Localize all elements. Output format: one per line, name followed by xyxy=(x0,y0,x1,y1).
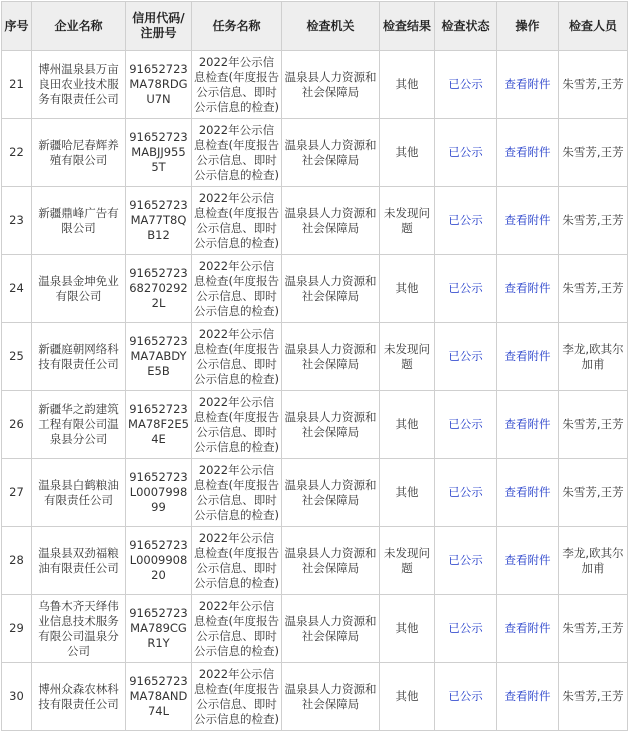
table-row xyxy=(2,51,628,119)
cell-action xyxy=(497,255,559,323)
cell-action xyxy=(497,527,559,595)
cell-code: 91652723L000799899 xyxy=(126,459,192,527)
cell-status xyxy=(435,51,497,119)
cell-result: 未发现问题 xyxy=(380,527,435,595)
status-link[interactable]: 已公示 xyxy=(448,213,483,227)
cell-status xyxy=(435,595,497,663)
cell-task: 2022年公示信息检查(年度报告公示信息、即时公示信息的检查) xyxy=(192,595,282,663)
cell-status xyxy=(435,255,497,323)
cell-action xyxy=(497,187,559,255)
col-header-result: 检查结果 xyxy=(380,2,435,51)
cell-agency: 温泉县人力资源和社会保障局 xyxy=(282,323,380,391)
status-link[interactable]: 已公示 xyxy=(448,77,483,91)
cell-status xyxy=(435,459,497,527)
cell-agency: 温泉县人力资源和社会保障局 xyxy=(282,595,380,663)
cell-result: 未发现问题 xyxy=(380,187,435,255)
col-header-inspectors: 检查人员 xyxy=(559,2,628,51)
cell-company: 新疆华之韵建筑工程有限公司温泉县分公司 xyxy=(32,391,126,459)
table-body xyxy=(2,51,628,731)
cell-code: 91652723682702922L xyxy=(126,255,192,323)
table-row xyxy=(2,255,628,323)
col-header-code: 信用代码/注册号 xyxy=(126,2,192,51)
status-link[interactable]: 已公示 xyxy=(448,349,483,363)
cell-status xyxy=(435,391,497,459)
cell-company: 温泉县白鹤粮油有限责任公司 xyxy=(32,459,126,527)
cell-agency: 温泉县人力资源和社会保障局 xyxy=(282,663,380,731)
cell-status xyxy=(435,663,497,731)
status-link[interactable]: 已公示 xyxy=(448,553,483,567)
status-link[interactable]: 已公示 xyxy=(448,417,483,431)
cell-result: 其他 xyxy=(380,119,435,187)
col-header-company: 企业名称 xyxy=(32,2,126,51)
cell-task: 2022年公示信息检查(年度报告公示信息、即时公示信息的检查) xyxy=(192,323,282,391)
cell-no: 27 xyxy=(2,459,32,527)
cell-action xyxy=(497,663,559,731)
cell-inspectors: 朱雪芳,王芳 xyxy=(559,51,628,119)
cell-inspectors: 李龙,欧其尔加甫 xyxy=(559,527,628,595)
table-row xyxy=(2,527,628,595)
cell-agency: 温泉县人力资源和社会保障局 xyxy=(282,187,380,255)
cell-inspectors: 朱雪芳,王芳 xyxy=(559,459,628,527)
view-attachment-link[interactable]: 查看附件 xyxy=(504,621,551,635)
cell-no: 30 xyxy=(2,663,32,731)
table-row xyxy=(2,663,628,731)
cell-code: 91652723MA78F2E54E xyxy=(126,391,192,459)
status-link[interactable]: 已公示 xyxy=(448,689,483,703)
cell-action xyxy=(497,323,559,391)
view-attachment-link[interactable]: 查看附件 xyxy=(504,417,551,431)
cell-company: 博州众森农林科技有限责任公司 xyxy=(32,663,126,731)
col-header-task: 任务名称 xyxy=(192,2,282,51)
col-header-status: 检查状态 xyxy=(435,2,497,51)
view-attachment-link[interactable]: 查看附件 xyxy=(504,145,551,159)
cell-no: 28 xyxy=(2,527,32,595)
view-attachment-link[interactable]: 查看附件 xyxy=(504,349,551,363)
cell-task: 2022年公示信息检查(年度报告公示信息、即时公示信息的检查) xyxy=(192,255,282,323)
cell-code: 91652723MA789CGR1Y xyxy=(126,595,192,663)
cell-company: 乌鲁木齐天绎伟业信息技术服务有限公司温泉分公司 xyxy=(32,595,126,663)
cell-inspectors: 朱雪芳,王芳 xyxy=(559,391,628,459)
table-row xyxy=(2,595,628,663)
cell-result: 其他 xyxy=(380,663,435,731)
cell-code: 91652723MA77T8QB12 xyxy=(126,187,192,255)
cell-code: 91652723MA78RDGU7N xyxy=(126,51,192,119)
cell-task: 2022年公示信息检查(年度报告公示信息、即时公示信息的检查) xyxy=(192,459,282,527)
cell-no: 23 xyxy=(2,187,32,255)
cell-no: 25 xyxy=(2,323,32,391)
cell-task: 2022年公示信息检查(年度报告公示信息、即时公示信息的检查) xyxy=(192,527,282,595)
cell-action xyxy=(497,595,559,663)
table-row xyxy=(2,187,628,255)
cell-status xyxy=(435,119,497,187)
col-header-action: 操作 xyxy=(497,2,559,51)
cell-result: 其他 xyxy=(380,51,435,119)
cell-status xyxy=(435,527,497,595)
table-row xyxy=(2,323,628,391)
cell-agency: 温泉县人力资源和社会保障局 xyxy=(282,51,380,119)
cell-agency: 温泉县人力资源和社会保障局 xyxy=(282,459,380,527)
cell-action xyxy=(497,459,559,527)
cell-action xyxy=(497,119,559,187)
cell-inspectors: 朱雪芳,王芳 xyxy=(559,255,628,323)
cell-no: 22 xyxy=(2,119,32,187)
cell-agency: 温泉县人力资源和社会保障局 xyxy=(282,527,380,595)
cell-code: 91652723L000990820 xyxy=(126,527,192,595)
cell-inspectors: 朱雪芳,王芳 xyxy=(559,595,628,663)
inspection-table xyxy=(1,1,628,731)
cell-action xyxy=(497,391,559,459)
cell-action xyxy=(497,51,559,119)
view-attachment-link[interactable]: 查看附件 xyxy=(504,77,551,91)
col-header-agency: 检查机关 xyxy=(282,2,380,51)
view-attachment-link[interactable]: 查看附件 xyxy=(504,213,551,227)
cell-task: 2022年公示信息检查(年度报告公示信息、即时公示信息的检查) xyxy=(192,663,282,731)
cell-task: 2022年公示信息检查(年度报告公示信息、即时公示信息的检查) xyxy=(192,119,282,187)
cell-task: 2022年公示信息检查(年度报告公示信息、即时公示信息的检查) xyxy=(192,187,282,255)
cell-result: 未发现问题 xyxy=(380,323,435,391)
view-attachment-link[interactable]: 查看附件 xyxy=(504,485,551,499)
view-attachment-link[interactable]: 查看附件 xyxy=(504,553,551,567)
view-attachment-link[interactable]: 查看附件 xyxy=(504,689,551,703)
cell-result: 其他 xyxy=(380,595,435,663)
table-header-row xyxy=(2,2,628,51)
cell-company: 新疆鼎峰广告有限公司 xyxy=(32,187,126,255)
table-row xyxy=(2,459,628,527)
cell-no: 24 xyxy=(2,255,32,323)
status-link[interactable]: 已公示 xyxy=(448,281,483,295)
cell-inspectors: 朱雪芳,王芳 xyxy=(559,119,628,187)
status-link[interactable]: 已公示 xyxy=(448,621,483,635)
col-header-no: 序号 xyxy=(2,2,32,51)
cell-inspectors: 朱雪芳,王芳 xyxy=(559,187,628,255)
table-row xyxy=(2,119,628,187)
cell-no: 21 xyxy=(2,51,32,119)
view-attachment-link[interactable]: 查看附件 xyxy=(504,281,551,295)
cell-code: 91652723MABJJ9555T xyxy=(126,119,192,187)
cell-result: 其他 xyxy=(380,459,435,527)
cell-company: 博州温泉县万亩良田农业技术服务有限责任公司 xyxy=(32,51,126,119)
cell-company: 温泉县金坤免业有限公司 xyxy=(32,255,126,323)
cell-agency: 温泉县人力资源和社会保障局 xyxy=(282,119,380,187)
table-row xyxy=(2,391,628,459)
cell-no: 29 xyxy=(2,595,32,663)
cell-agency: 温泉县人力资源和社会保障局 xyxy=(282,391,380,459)
cell-result: 其他 xyxy=(380,255,435,323)
cell-company: 新疆庭朝网络科技有限责任公司 xyxy=(32,323,126,391)
status-link[interactable]: 已公示 xyxy=(448,145,483,159)
cell-no: 26 xyxy=(2,391,32,459)
cell-code: 91652723MA78AND74L xyxy=(126,663,192,731)
cell-status xyxy=(435,323,497,391)
cell-code: 91652723MA7ABDYE5B xyxy=(126,323,192,391)
cell-status xyxy=(435,187,497,255)
cell-task: 2022年公示信息检查(年度报告公示信息、即时公示信息的检查) xyxy=(192,391,282,459)
cell-agency: 温泉县人力资源和社会保障局 xyxy=(282,255,380,323)
cell-task: 2022年公示信息检查(年度报告公示信息、即时公示信息的检查) xyxy=(192,51,282,119)
cell-inspectors: 朱雪芳,王芳 xyxy=(559,663,628,731)
cell-inspectors: 李龙,欧其尔加甫 xyxy=(559,323,628,391)
cell-company: 新疆哈尼春辉养殖有限公司 xyxy=(32,119,126,187)
cell-company: 温泉县双劲福粮油有限责任公司 xyxy=(32,527,126,595)
status-link[interactable]: 已公示 xyxy=(448,485,483,499)
cell-result: 其他 xyxy=(380,391,435,459)
